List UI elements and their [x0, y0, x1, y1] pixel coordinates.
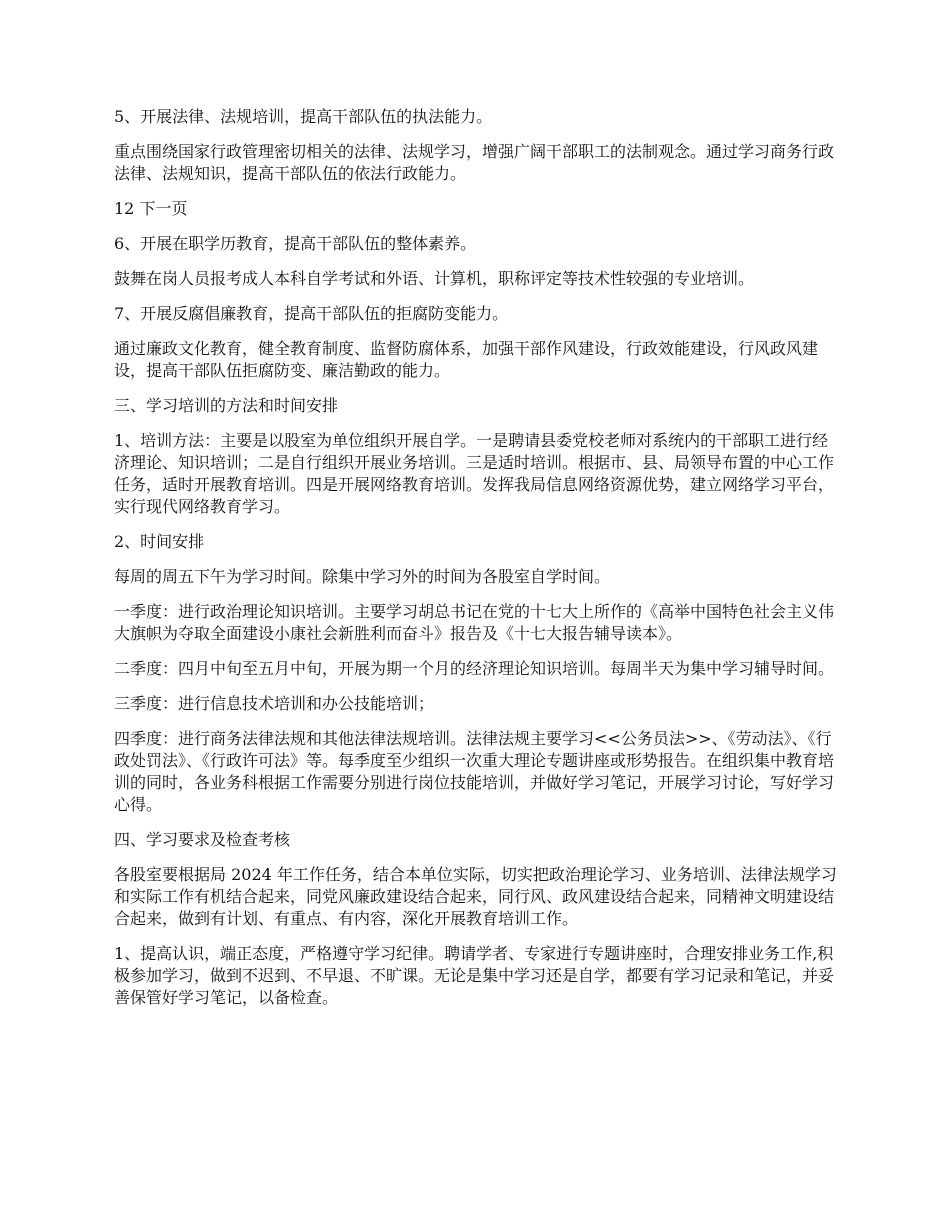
paragraph-quarter-3: 三季度：进行信息技术培训和办公技能培训；: [114, 694, 435, 713]
paragraph-training-methods: 1、培训方法：主要是以股室为单位组织开展自学。一是聘请县委党校老师对系统内的干部职工进行经济理论、知识培训；二是自行组织开展业务培训。三是适时培训。根据市、县、局领导布置的中心工作任务，适时开展教育培训。四是开展网络教育培训。发挥我局信息网络资源优势，建立网络学习平台，实行现代网络教育学习。: [114, 431, 835, 516]
paragraph-anti-corruption-detail: 通过廉政文化教育，健全教育制度、监督防腐体系，加强干部作风建设，行政效能建设，行风政风建设，提高干部队伍拒腐防变、廉洁勤政的能力。: [114, 339, 819, 380]
paragraph-education-detail: 鼓舞在岗人员报考成人本科自学考试和外语、计算机，职称评定等技术性较强的专业培训。: [114, 269, 755, 288]
heading-law-training: 5、开展法律、法规培训，提高干部队伍的执法能力。: [114, 107, 493, 126]
section-heading-methods: 三、学习培训的方法和时间安排: [114, 396, 339, 415]
document-body: [114, 106, 842, 1022]
paragraph-quarter-2: 二季度：四月中旬至五月中旬，开展为期一个月的经济理论知识培训。每周半天为集中学习辅导时间。: [114, 659, 835, 678]
paragraph-requirement-1: 1、提高认识，端正态度，严格遵守学习纪律。聘请学者、专家进行专题讲座时，合理安排业务工作,积极参加学习，做到不迟到、不早退、不旷课。无论是集中学习还是自学，都要有学习记录和笔记，并妥善保管好学习笔记，以备检查。: [114, 944, 835, 1007]
paragraph-requirements: 各股室要根据局 2024 年工作任务，结合本单位实际，切实把政治理论学习、业务培训、法律法规学习和实际工作有机结合起来，同党风廉政建设结合起来，同行风、政风建设结合起来，同精神文明建设结合起来，做到有计划、有重点、有内容，深化开展教育培训工作。: [114, 865, 837, 928]
paragraph-quarter-1: 一季度：进行政治理论知识培训。主要学习胡总书记在党的十七大上所作的《高举中国特色社会主义伟大旗帜为夺取全面建设小康社会新胜利而奋斗》报告及《十七大报告辅导读本》。: [114, 602, 835, 643]
paragraph-quarter-4: 四季度：进行商务法律法规和其他法律法规培训。法律法规主要学习<<公务员法>>、《劳动法》、《行政处罚法》、《行政许可法》等。每季度至少组织一次重大理论专题讲座或形势报告。在组织集中教育培训的同时，各业务科根据工作需要分别进行岗位技能培训，并做好学习笔记，开展学习讨论，写好学习心得。: [114, 729, 835, 814]
heading-education: 6、开展在职学历教育，提高干部队伍的整体素养。: [114, 234, 477, 253]
heading-anti-corruption: 7、开展反腐倡廉教育，提高干部队伍的拒腐防变能力。: [114, 304, 509, 323]
paragraph-law-training-detail: 重点围绕国家行政管理密切相关的法律、法规学习，增强广阔干部职工的法制观念。通过学习商务行政法律、法规知识，提高干部队伍的依法行政能力。: [114, 142, 835, 183]
paragraph-weekly-schedule: 每周的周五下午为学习时间。除集中学习外的时间为各股室自学时间。: [114, 567, 611, 586]
section-heading-requirements: 四、学习要求及检查考核: [114, 830, 291, 849]
heading-schedule: 2、时间安排: [114, 532, 205, 551]
page-navigation-text: 12 下一页: [114, 199, 188, 218]
